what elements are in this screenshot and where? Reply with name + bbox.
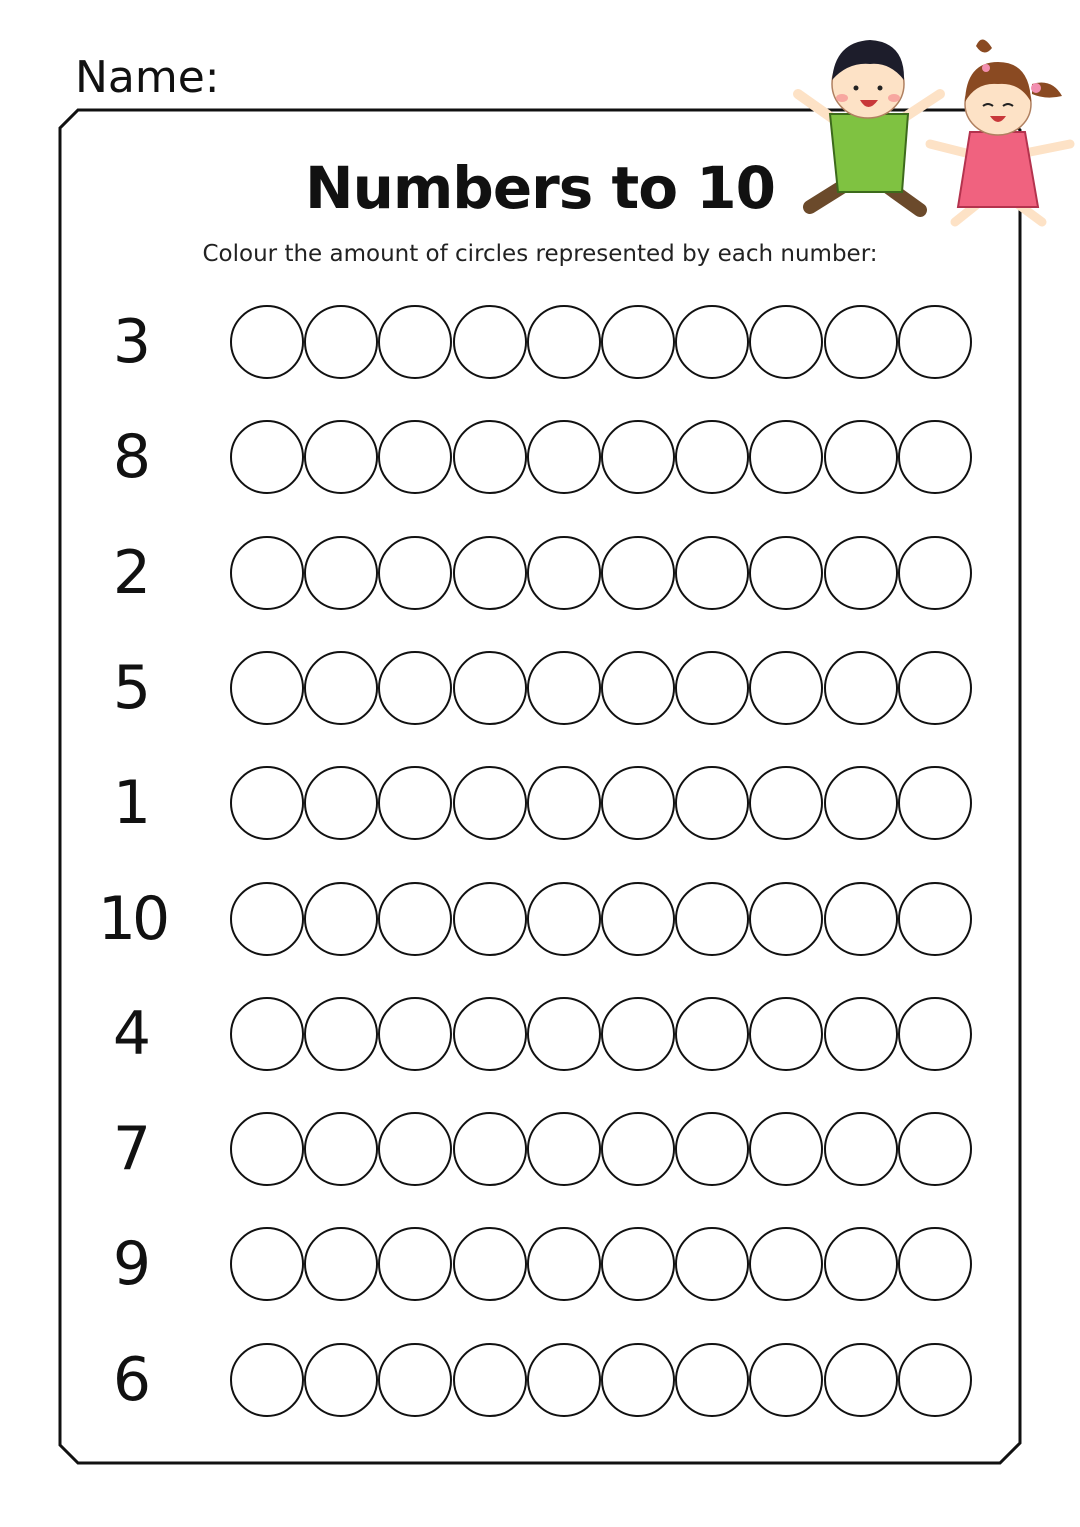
colouring-circle[interactable] xyxy=(898,1227,972,1301)
girl-illustration xyxy=(930,39,1070,222)
colouring-circle[interactable] xyxy=(304,651,378,725)
colouring-circle[interactable] xyxy=(675,1112,749,1186)
colouring-circle[interactable] xyxy=(898,1343,972,1417)
colouring-circle[interactable] xyxy=(898,1112,972,1186)
colouring-circle[interactable] xyxy=(230,305,304,379)
colouring-circle[interactable] xyxy=(304,882,378,956)
colouring-circle[interactable] xyxy=(230,1227,304,1301)
colouring-circle[interactable] xyxy=(378,882,452,956)
number-row xyxy=(88,419,988,495)
row-number: 5 xyxy=(112,652,152,723)
colouring-circle[interactable] xyxy=(749,651,823,725)
colouring-circle[interactable] xyxy=(527,1343,601,1417)
name-field-label: Name: xyxy=(75,52,220,103)
colouring-circle[interactable] xyxy=(453,1112,527,1186)
colouring-circle[interactable] xyxy=(824,1343,898,1417)
colouring-circle[interactable] xyxy=(378,1343,452,1417)
colouring-circle[interactable] xyxy=(527,766,601,840)
colouring-circle[interactable] xyxy=(527,882,601,956)
row-number: 3 xyxy=(112,307,152,377)
colouring-circle[interactable] xyxy=(898,766,972,840)
colouring-circle[interactable] xyxy=(304,536,378,610)
colouring-circle[interactable] xyxy=(601,420,675,494)
colouring-circle[interactable] xyxy=(898,305,972,379)
colouring-circle[interactable] xyxy=(601,997,675,1071)
colouring-circle[interactable] xyxy=(601,766,675,840)
colouring-circle[interactable] xyxy=(749,420,823,494)
row-number: 4 xyxy=(112,998,152,1069)
row-number: 2 xyxy=(112,537,152,608)
colouring-circle[interactable] xyxy=(824,1112,898,1186)
row-number: 9 xyxy=(112,1229,152,1300)
colouring-circle[interactable] xyxy=(453,536,527,610)
colouring-circle[interactable] xyxy=(824,536,898,610)
row-number: 10 xyxy=(97,883,167,954)
colouring-circle[interactable] xyxy=(304,997,378,1071)
colouring-circle[interactable] xyxy=(527,420,601,494)
worksheet-instructions: Colour the amount of circles represented by each number: xyxy=(202,241,878,267)
colouring-circle[interactable] xyxy=(749,1227,823,1301)
colouring-circle[interactable] xyxy=(824,651,898,725)
colouring-circle[interactable] xyxy=(527,997,601,1071)
colouring-circle[interactable] xyxy=(230,1343,304,1417)
colouring-circle[interactable] xyxy=(527,1227,601,1301)
colouring-circle[interactable] xyxy=(304,1112,378,1186)
colouring-circle[interactable] xyxy=(675,536,749,610)
number-row xyxy=(88,304,988,380)
colouring-circle[interactable] xyxy=(527,305,601,379)
colouring-circle[interactable] xyxy=(601,1343,675,1417)
colouring-circle[interactable] xyxy=(378,420,452,494)
number-row xyxy=(88,1342,988,1418)
colouring-circle[interactable] xyxy=(675,1227,749,1301)
colouring-circle[interactable] xyxy=(230,997,304,1071)
colouring-circle[interactable] xyxy=(749,997,823,1071)
colouring-circle[interactable] xyxy=(601,1112,675,1186)
colouring-circle[interactable] xyxy=(527,1112,601,1186)
colouring-circle[interactable] xyxy=(898,997,972,1071)
colouring-circle[interactable] xyxy=(453,305,527,379)
colouring-circle[interactable] xyxy=(675,420,749,494)
colouring-circle[interactable] xyxy=(675,651,749,725)
colouring-circle[interactable] xyxy=(453,651,527,725)
worksheet-title: Numbers to 10 xyxy=(305,154,775,222)
colouring-circle[interactable] xyxy=(749,536,823,610)
colouring-circle[interactable] xyxy=(675,1343,749,1417)
colouring-circle[interactable] xyxy=(378,766,452,840)
colouring-circle[interactable] xyxy=(230,536,304,610)
colouring-circle[interactable] xyxy=(230,1112,304,1186)
colouring-circle[interactable] xyxy=(527,536,601,610)
colouring-circle[interactable] xyxy=(749,1343,823,1417)
number-row xyxy=(88,650,988,726)
colouring-circle[interactable] xyxy=(824,766,898,840)
row-number: 7 xyxy=(112,1114,152,1185)
number-row xyxy=(88,1111,988,1187)
colouring-circle[interactable] xyxy=(230,766,304,840)
colouring-circle[interactable] xyxy=(749,882,823,956)
colouring-circle[interactable] xyxy=(453,1227,527,1301)
colouring-circle[interactable] xyxy=(749,766,823,840)
colouring-circle[interactable] xyxy=(304,766,378,840)
colouring-circle[interactable] xyxy=(898,882,972,956)
colouring-circle[interactable] xyxy=(304,305,378,379)
colouring-circle[interactable] xyxy=(601,305,675,379)
colouring-circle[interactable] xyxy=(675,766,749,840)
colouring-circle[interactable] xyxy=(378,1112,452,1186)
colouring-circle[interactable] xyxy=(824,882,898,956)
colouring-circle[interactable] xyxy=(378,1227,452,1301)
colouring-circle[interactable] xyxy=(453,766,527,840)
row-number: 6 xyxy=(112,1344,152,1415)
colouring-circle[interactable] xyxy=(675,305,749,379)
row-number: 8 xyxy=(112,422,152,493)
colouring-circle[interactable] xyxy=(378,997,452,1071)
colouring-circle[interactable] xyxy=(453,1343,527,1417)
colouring-circle[interactable] xyxy=(304,1343,378,1417)
number-row xyxy=(88,996,988,1072)
colouring-circle[interactable] xyxy=(675,882,749,956)
colouring-circle[interactable] xyxy=(378,536,452,610)
colouring-circle[interactable] xyxy=(453,997,527,1071)
colouring-circle[interactable] xyxy=(898,420,972,494)
number-row xyxy=(88,1226,988,1302)
colouring-circle[interactable] xyxy=(898,536,972,610)
colouring-circle[interactable] xyxy=(824,420,898,494)
colouring-circle[interactable] xyxy=(453,882,527,956)
row-number: 1 xyxy=(112,768,152,839)
colouring-circle[interactable] xyxy=(824,305,898,379)
number-row xyxy=(88,881,988,957)
colouring-circle[interactable] xyxy=(824,997,898,1071)
colouring-circle[interactable] xyxy=(601,1227,675,1301)
colouring-circle[interactable] xyxy=(304,420,378,494)
number-row xyxy=(88,535,988,611)
colouring-circle[interactable] xyxy=(230,882,304,956)
colouring-circle[interactable] xyxy=(898,651,972,725)
colouring-circle[interactable] xyxy=(749,1112,823,1186)
colouring-circle[interactable] xyxy=(749,305,823,379)
colouring-circle[interactable] xyxy=(378,305,452,379)
colouring-circle[interactable] xyxy=(378,651,452,725)
number-row xyxy=(88,765,988,841)
colouring-circle[interactable] xyxy=(527,651,601,725)
colouring-circle[interactable] xyxy=(453,420,527,494)
colouring-circle[interactable] xyxy=(230,420,304,494)
colouring-circle[interactable] xyxy=(824,1227,898,1301)
colouring-circle[interactable] xyxy=(601,882,675,956)
colouring-circle[interactable] xyxy=(304,1227,378,1301)
colouring-circle[interactable] xyxy=(601,536,675,610)
colouring-circle[interactable] xyxy=(230,651,304,725)
two-kids-jumping-icon xyxy=(780,22,1080,232)
colouring-circle[interactable] xyxy=(675,997,749,1071)
colouring-circle[interactable] xyxy=(601,651,675,725)
